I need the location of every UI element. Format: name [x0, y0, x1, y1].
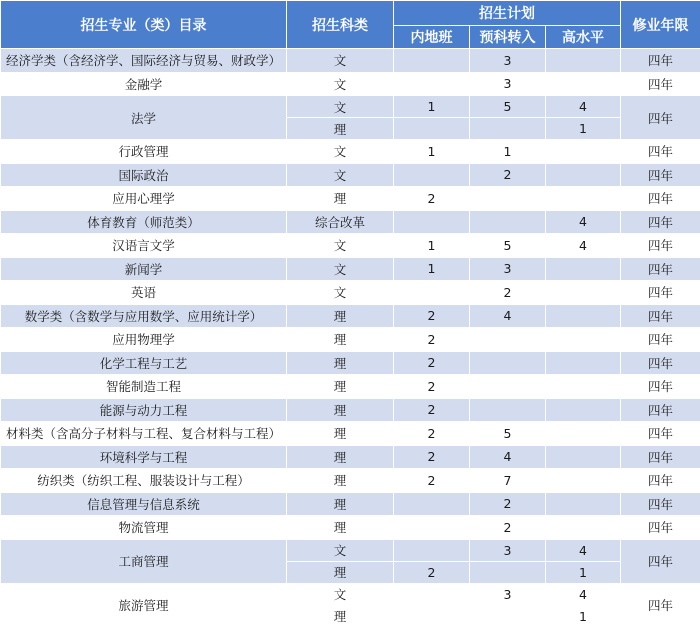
inland-cell: 1: [394, 257, 470, 281]
major-cell: 材料类（含高分子材料与工程、复合材料与工程）: [1, 422, 287, 446]
prep-cell: 3: [470, 49, 546, 73]
high-cell: 4: [546, 539, 621, 561]
prep-cell: 3: [470, 583, 546, 605]
prep-cell: 3: [470, 257, 546, 281]
table-row: [1, 187, 700, 211]
prep-cell: 5: [470, 96, 546, 118]
prep-cell: [470, 351, 546, 375]
subject-cell: 理: [287, 328, 394, 352]
inland-cell: 2: [394, 351, 470, 375]
major-cell: 体育教育（师范类）: [1, 210, 287, 234]
subject-cell: 文: [287, 72, 394, 96]
major-cell: 智能制造工程: [1, 375, 287, 399]
years-cell: 四年: [621, 234, 700, 258]
high-cell: [546, 351, 621, 375]
years-cell: 四年: [621, 583, 700, 627]
table-row: [1, 234, 700, 258]
prep-cell: 2: [470, 492, 546, 516]
prep-cell: [470, 605, 546, 627]
high-cell: [546, 398, 621, 422]
subject-cell: 理: [287, 605, 394, 627]
high-cell: [546, 375, 621, 399]
subject-cell: 文: [287, 257, 394, 281]
high-cell: [546, 516, 621, 540]
prep-cell: 2: [470, 163, 546, 187]
table-row: [1, 445, 700, 469]
high-cell: 4: [546, 583, 621, 605]
high-cell: [546, 469, 621, 493]
high-cell: [546, 492, 621, 516]
subject-cell: 理: [287, 118, 394, 140]
years-cell: 四年: [621, 398, 700, 422]
subject-cell: 文: [287, 163, 394, 187]
major-cell: 新闻学: [1, 257, 287, 281]
table-row: [1, 422, 700, 446]
table-row: [1, 351, 700, 375]
table-row: [1, 398, 700, 422]
major-cell: 金融学: [1, 72, 287, 96]
subject-cell: 文: [287, 281, 394, 305]
years-cell: 四年: [621, 257, 700, 281]
header-years: 修业年限: [621, 1, 700, 49]
subject-cell: 文: [287, 583, 394, 605]
high-cell: [546, 140, 621, 164]
major-cell: 能源与动力工程: [1, 398, 287, 422]
years-cell: 四年: [621, 375, 700, 399]
prep-cell: 5: [470, 234, 546, 258]
table-row: [1, 96, 700, 118]
years-cell: 四年: [621, 445, 700, 469]
inland-cell: 2: [394, 187, 470, 211]
years-cell: 四年: [621, 210, 700, 234]
high-cell: 4: [546, 96, 621, 118]
high-cell: [546, 328, 621, 352]
table-row: [1, 210, 700, 234]
table-row: [1, 516, 700, 540]
table-row: [1, 140, 700, 164]
header-plan: 招生计划: [394, 1, 621, 26]
high-cell: [546, 187, 621, 211]
major-cell: 纺织类（纺织工程、服装设计与工程）: [1, 469, 287, 493]
subject-cell: 文: [287, 140, 394, 164]
high-cell: [546, 72, 621, 96]
prep-cell: 1: [470, 140, 546, 164]
table-row: [1, 469, 700, 493]
prep-cell: 4: [470, 445, 546, 469]
prep-cell: [470, 398, 546, 422]
header-high: 高水平: [546, 26, 621, 49]
table-row: [1, 163, 700, 187]
inland-cell: 2: [394, 422, 470, 446]
prep-cell: [470, 328, 546, 352]
major-cell: 数学类（含数学与应用数学、应用统计学）: [1, 304, 287, 328]
table-row: [1, 375, 700, 399]
major-cell: 化学工程与工艺: [1, 351, 287, 375]
subject-cell: 理: [287, 445, 394, 469]
high-cell: [546, 49, 621, 73]
subject-cell: 理: [287, 516, 394, 540]
years-cell: 四年: [621, 49, 700, 73]
years-cell: 四年: [621, 304, 700, 328]
inland-cell: 1: [394, 96, 470, 118]
years-cell: 四年: [621, 281, 700, 305]
table-row: [1, 583, 700, 605]
header-inland: 内地班: [394, 26, 470, 49]
high-cell: [546, 163, 621, 187]
high-cell: 1: [546, 605, 621, 627]
inland-cell: [394, 72, 470, 96]
inland-cell: 1: [394, 140, 470, 164]
major-cell: 英语: [1, 281, 287, 305]
high-cell: [546, 445, 621, 469]
prep-cell: [470, 187, 546, 211]
years-cell: 四年: [621, 72, 700, 96]
prep-cell: 5: [470, 422, 546, 446]
years-cell: 四年: [621, 163, 700, 187]
years-cell: 四年: [621, 539, 700, 583]
prep-cell: [470, 118, 546, 140]
prep-cell: 2: [470, 281, 546, 305]
inland-cell: 2: [394, 375, 470, 399]
header-subject: 招生科类: [287, 1, 394, 49]
inland-cell: [394, 210, 470, 234]
years-cell: 四年: [621, 469, 700, 493]
major-cell: 信息管理与信息系统: [1, 492, 287, 516]
prep-cell: 4: [470, 304, 546, 328]
inland-cell: [394, 163, 470, 187]
table-row: [1, 257, 700, 281]
inland-cell: [394, 583, 470, 605]
inland-cell: 2: [394, 561, 470, 583]
subject-cell: 理: [287, 469, 394, 493]
inland-cell: [394, 49, 470, 73]
major-cell: 物流管理: [1, 516, 287, 540]
inland-cell: 1: [394, 234, 470, 258]
subject-cell: 理: [287, 375, 394, 399]
years-cell: 四年: [621, 96, 700, 140]
subject-cell: 文: [287, 539, 394, 561]
table-row: [1, 49, 700, 73]
high-cell: 4: [546, 234, 621, 258]
high-cell: [546, 422, 621, 446]
subject-cell: 文: [287, 49, 394, 73]
inland-cell: 2: [394, 445, 470, 469]
major-cell: 国际政治: [1, 163, 287, 187]
subject-cell: 理: [287, 351, 394, 375]
table-row: [1, 539, 700, 561]
years-cell: 四年: [621, 351, 700, 375]
prep-cell: 3: [470, 539, 546, 561]
inland-cell: 2: [394, 469, 470, 493]
major-cell: 工商管理: [1, 539, 287, 583]
major-cell: 环境科学与工程: [1, 445, 287, 469]
major-cell: 应用心理学: [1, 187, 287, 211]
high-cell: [546, 281, 621, 305]
major-cell: 汉语言文学: [1, 234, 287, 258]
subject-cell: 文: [287, 96, 394, 118]
prep-cell: 7: [470, 469, 546, 493]
major-cell: 应用物理学: [1, 328, 287, 352]
subject-cell: 理: [287, 561, 394, 583]
inland-cell: [394, 281, 470, 305]
inland-cell: 2: [394, 304, 470, 328]
major-cell: 法学: [1, 96, 287, 140]
major-cell: 行政管理: [1, 140, 287, 164]
subject-cell: 文: [287, 234, 394, 258]
prep-cell: 3: [470, 72, 546, 96]
table-row: [1, 304, 700, 328]
prep-cell: [470, 561, 546, 583]
years-cell: 四年: [621, 140, 700, 164]
high-cell: 1: [546, 561, 621, 583]
inland-cell: [394, 118, 470, 140]
table-row: [1, 328, 700, 352]
major-cell: 经济学类（含经济学、国际经济与贸易、财政学）: [1, 49, 287, 73]
major-cell: 旅游管理: [1, 583, 287, 627]
high-cell: [546, 304, 621, 328]
header-prep: 预科转入: [470, 26, 546, 49]
table-row: [1, 72, 700, 96]
years-cell: 四年: [621, 328, 700, 352]
prep-cell: [470, 210, 546, 234]
prep-cell: 2: [470, 516, 546, 540]
inland-cell: 2: [394, 398, 470, 422]
years-cell: 四年: [621, 516, 700, 540]
table-row: [1, 492, 700, 516]
subject-cell: 理: [287, 492, 394, 516]
years-cell: 四年: [621, 422, 700, 446]
years-cell: 四年: [621, 187, 700, 211]
years-cell: 四年: [621, 492, 700, 516]
inland-cell: [394, 539, 470, 561]
inland-cell: 2: [394, 328, 470, 352]
table-row: [1, 281, 700, 305]
subject-cell: 理: [287, 304, 394, 328]
subject-cell: 理: [287, 187, 394, 211]
subject-cell: 理: [287, 398, 394, 422]
subject-cell: 综合改革: [287, 210, 394, 234]
high-cell: 1: [546, 118, 621, 140]
inland-cell: [394, 605, 470, 627]
high-cell: 4: [546, 210, 621, 234]
high-cell: [546, 257, 621, 281]
prep-cell: [470, 375, 546, 399]
inland-cell: [394, 516, 470, 540]
table-body: [1, 49, 700, 628]
inland-cell: [394, 492, 470, 516]
subject-cell: 理: [287, 422, 394, 446]
header-major: 招生专业（类）目录: [1, 1, 287, 49]
